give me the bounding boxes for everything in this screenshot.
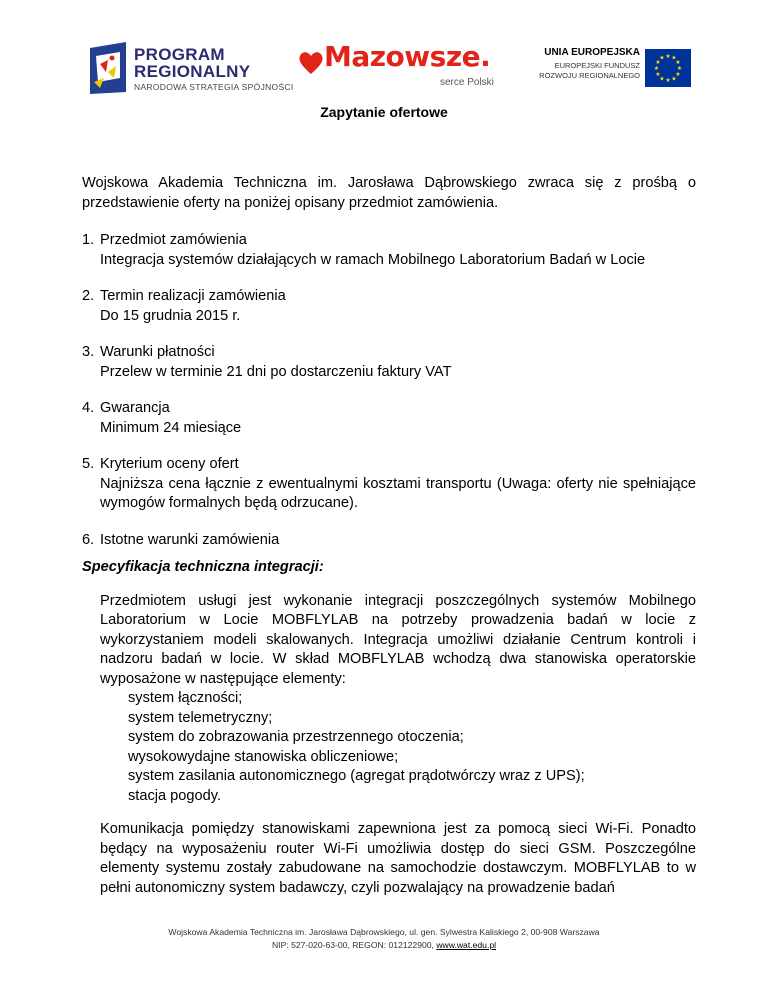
document-body [82,174,696,898]
eu-logo-line1: UNIA EUROPEJSKA [544,47,640,58]
eu-logo-line2: EUROPEJSKI FUNDUSZ [554,61,640,70]
item-number: 1. [82,232,95,248]
item-heading: Termin realizacji zamówienia [100,288,286,304]
item-heading: Kryterium oceny ofert [100,456,239,472]
list-item [82,531,696,551]
page-header [0,0,768,110]
list-item: system do zobrazowania przestrzennego otoczenia; [128,729,464,745]
item-number: 5. [82,456,95,472]
item-number: 2. [82,288,95,304]
item-heading: Istotne warunki zamówienia [100,531,280,548]
item-body: Minimum 24 miesiące [100,419,242,436]
program-logo-line1: PROGRAM [134,45,225,64]
list-item [82,455,696,514]
svg-text:★: ★ [671,54,677,62]
footer-address: Wojskowa Akademia Techniczna im. Jarosława Dąbrowskiego, ul. gen. Sylwestra Kaliskiego 2, 00-908 Warszawa [168,927,600,937]
mazowsze-tagline: serce Polski [440,77,494,88]
svg-text:★: ★ [655,71,661,78]
svg-text:★: ★ [653,65,660,72]
equipment-list [82,689,696,806]
svg-text:★: ★ [655,59,661,66]
list-item: system zasilania autonomicznego (agregat prądotwórczy wraz z UPS); [128,768,585,784]
program-logo-line2: REGIONALNY [134,62,251,81]
item-heading: Gwarancja [100,400,170,416]
list-item [82,287,696,326]
list-item [82,399,696,438]
item-number: 6. [82,531,95,548]
list-item [82,343,696,382]
list-item: stacja pogody. [128,787,222,804]
item-body: Przelew w terminie 21 dni po dostarczeniu faktury VAT [100,363,452,380]
heart-icon [298,50,324,76]
mazowsze-logo [298,40,498,94]
item-body: Integracja systemów działających w ramach Mobilnego Laboratorium Badań w Locie [100,251,646,268]
program-logo-line3: NARODOWA STRATEGIA SPÓJNOŚCI [134,82,294,92]
svg-text:★: ★ [671,75,677,83]
program-regionalny-emblem-icon [86,42,130,96]
page-footer [0,926,768,952]
svg-text:★: ★ [659,75,665,83]
eu-logo [512,47,692,91]
list-item: system łączności; [128,690,243,706]
spec-title: Specyfikacja techniczna integracji: [82,559,324,575]
svg-text:★: ★ [665,53,671,60]
item-body: Do 15 grudnia 2015 r. [100,307,241,324]
footer-tax-ids: NIP: 527-020-63-00, REGON: 012122900, [271,940,434,950]
svg-text:★: ★ [676,65,683,72]
item-heading: Warunki płatności [100,344,215,360]
list-item: system telemetryczny; [128,709,273,726]
list-item: wysokowydajne stanowiska obliczeniowe; [128,748,399,765]
item-body: Najniższa cena łącznie z ewentualnymi kosztami transportu (Uwaga: oferty nie spełniające wymogów formalnych będą odrzucane). [100,475,696,511]
communication-paragraph: Komunikacja pomiędzy stanowiskami zapewniona jest za pomocą sieci Wi-Fi. Ponadto będący na wyposażeniu router Wi-Fi umożliwia dostęp do sieci GSM. Poszczególne elementy systemu zostały zabudowane na samochodzie dostawczym. MOBFLYLAB to w pełni autonomiczny system badawczy, czyli pozwalający na prowadzenie badań [100,821,696,896]
document-title: Zapytanie ofertowe [320,104,448,120]
svg-text:★: ★ [675,59,681,66]
spec-paragraph: Przedmiotem usługi jest wykonanie integracji poszczególnych systemów Mobilnego Laboratorium w Locie MOBFLYLAB na potrzeby prowadzenia badań w locie z wykorzystaniem modeli skalowanych. Integracja umożliwi działanie Centrum kontroli i nadzoru badań w locie. W skład MOBFLYLAB wchodzą dwa stanowiska operatorskie wyposażone w następujące elementy: [100,592,696,687]
mazowsze-wordmark: Mazowsze. [324,40,491,73]
list-item [82,231,696,270]
item-number: 4. [82,400,95,416]
item-heading: Przedmiot zamówienia [100,232,247,248]
svg-text:★: ★ [665,77,671,84]
intro-paragraph: Wojskowa Akademia Techniczna im. Jarosława Dąbrowskiego zwraca się z prośbą o przedstawienie oferty na poniżej opisany przedmiot zamówienia. [82,175,696,211]
svg-text:★: ★ [675,71,681,78]
item-number: 3. [82,344,95,360]
eu-flag-icon [645,49,691,87]
eu-logo-line3: ROZWOJU REGIONALNEGO [539,71,640,80]
svg-text:★: ★ [659,54,665,62]
website-link[interactable]: www.wat.edu.pl [436,940,497,950]
